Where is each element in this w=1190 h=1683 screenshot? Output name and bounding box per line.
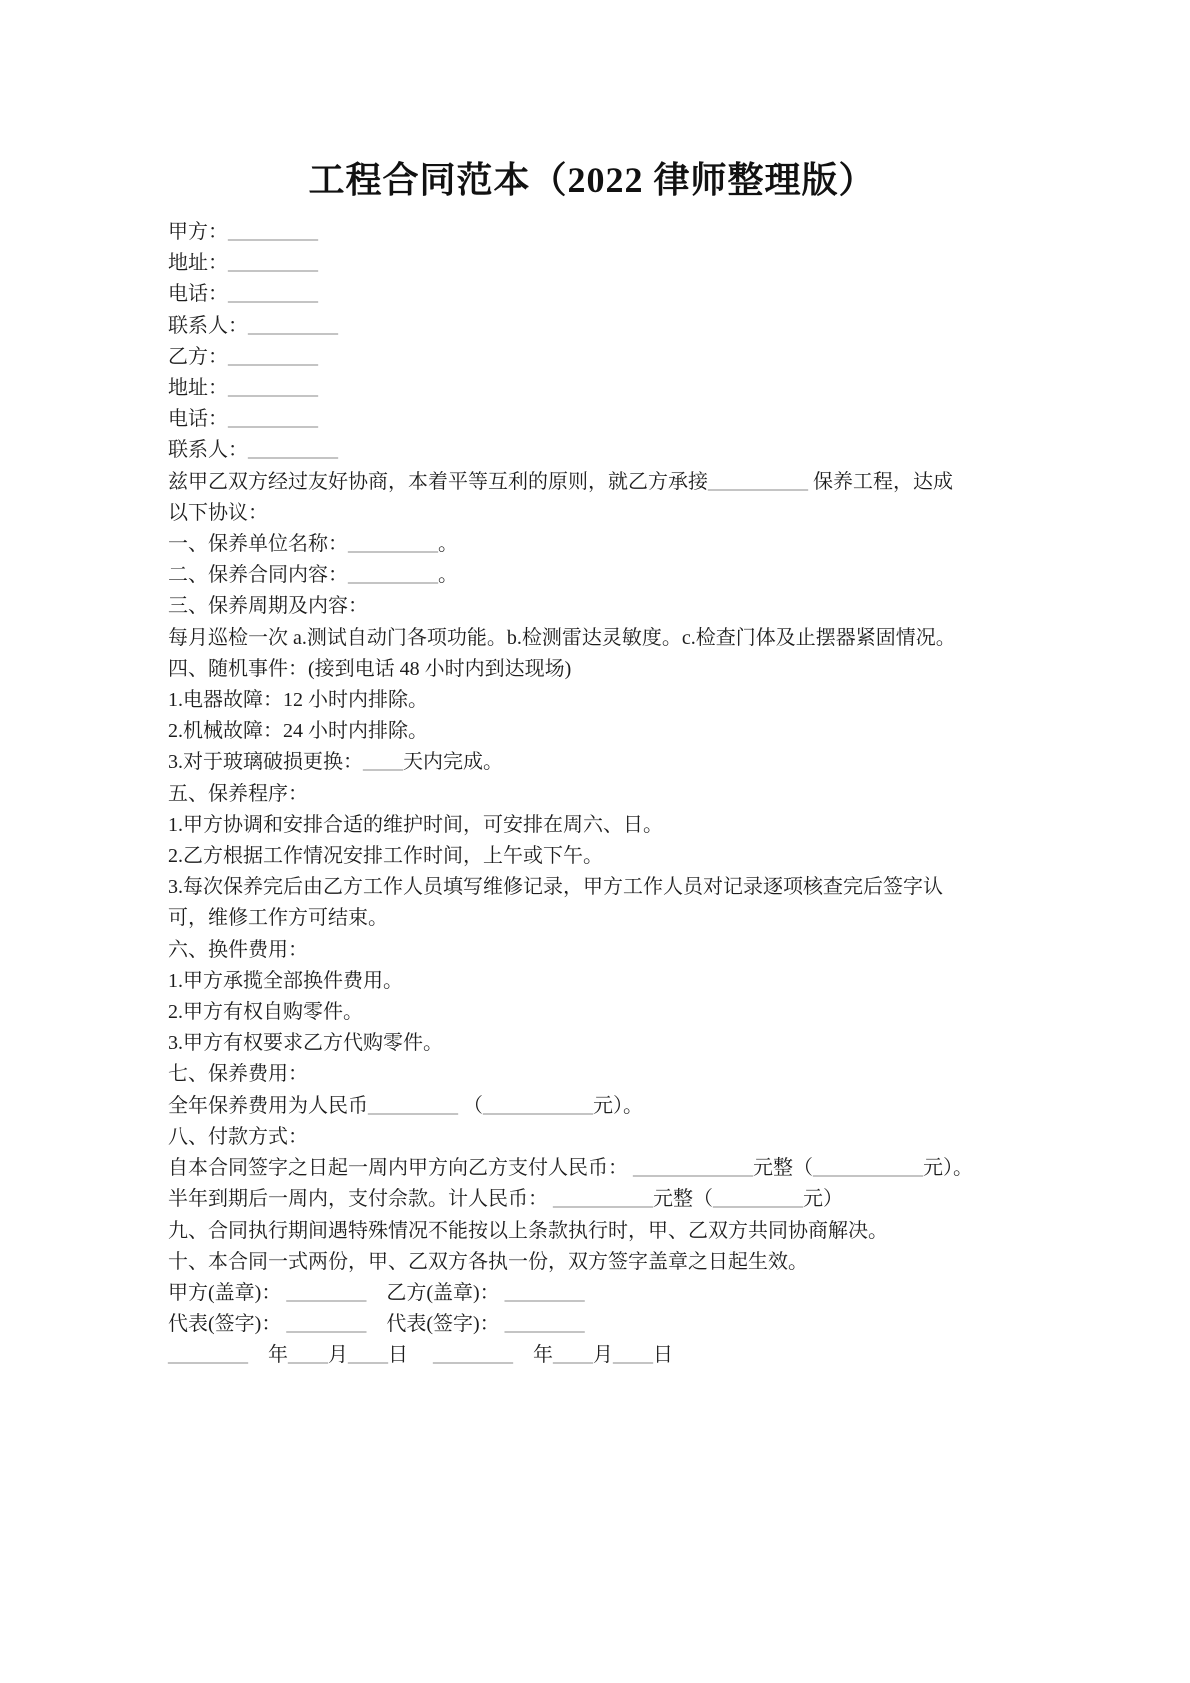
blank-underline: _________ — [228, 408, 318, 431]
clause-9: 九、合同执行期间遇特殊情况不能按以上条款执行时，甲、乙双方共同协商解决。 — [168, 1219, 888, 1242]
blank-underline: _________ — [228, 377, 318, 400]
blank-underline: _________ — [228, 345, 318, 368]
signature-seal-line: 甲方(盖章)： ________ 乙方(盖章)： ________ — [168, 1281, 585, 1304]
blank-underline: ____________ — [633, 1157, 753, 1180]
clause-10: 十、本合同一式两份，甲、乙双方各执一份，双方签字盖章之日起生效。 — [168, 1250, 808, 1273]
clause-5-heading: 五、保养程序： — [168, 782, 308, 805]
clause-3-content: 每月巡检一次 a.测试自动门各项功能。b.检测雷达灵敏度。c.检查门体及止摆器紧固情况。 — [168, 626, 956, 649]
blank-underline: _________ — [348, 533, 438, 556]
blank-underline: ________ — [504, 1281, 585, 1304]
blank-underline: _________ — [228, 283, 318, 306]
clause-7-heading: 七、保养费用： — [168, 1063, 308, 1086]
field-party-b-phone: 电话：_________ — [168, 408, 318, 431]
blank-underline: _________ — [713, 1188, 803, 1211]
field-party-b: 乙方：_________ — [168, 345, 318, 368]
blank-underline: _________ — [248, 314, 338, 337]
clause-7-content: 全年保养费用为人民币_________ （___________元）。 — [168, 1094, 643, 1117]
blank-underline: _________ — [228, 221, 318, 243]
clause-5-item-3-line-1: 3.每次保养完后由乙方工作人员填写维修记录，甲方工作人员对记录逐项核查完后签字认 — [168, 876, 943, 899]
clause-2-contract-content: 二、保养合同内容：_________。 — [168, 564, 458, 587]
preamble-line-2: 以下协议： — [168, 501, 268, 524]
blank-underline: ____ — [348, 1344, 388, 1367]
document-body — [168, 217, 1048, 1372]
clause-8-heading: 八、付款方式： — [168, 1125, 308, 1148]
field-party-b-address: 地址：_________ — [168, 377, 318, 400]
clause-1-unit-name: 一、保养单位名称：_________。 — [168, 533, 458, 556]
blank-underline: ________ — [504, 1313, 585, 1336]
clause-6-heading: 六、换件费用： — [168, 938, 308, 961]
field-party-a-contact: 联系人：_________ — [168, 314, 338, 337]
clause-4-item-2: 2.机械故障：24 小时内排除。 — [168, 720, 428, 743]
blank-underline: ________ — [286, 1281, 367, 1304]
blank-underline: ___________ — [483, 1094, 593, 1117]
blank-underline: ___________ — [813, 1157, 923, 1180]
blank-underline: _________ — [228, 252, 318, 275]
blank-underline: __________ — [708, 470, 808, 493]
blank-underline: __________ — [553, 1188, 653, 1211]
clause-6-item-1: 1.甲方承揽全部换件费用。 — [168, 969, 403, 992]
blank-underline: ________ — [168, 1344, 248, 1367]
clause-6-item-3: 3.甲方有权要求乙方代购零件。 — [168, 1032, 443, 1055]
signature-representative-line: 代表(签字)： ________ 代表(签字)： ________ — [168, 1313, 585, 1336]
clause-8-item-1: 自本合同签字之日起一周内甲方向乙方支付人民币： ____________元整（___________元）。 — [168, 1157, 973, 1180]
field-party-a: 甲方：_________ — [168, 221, 318, 243]
preamble-line-1: 兹甲乙双方经过友好协商，本着平等互利的原则，就乙方承接__________ 保养工程，达成 — [168, 470, 953, 493]
blank-underline: ____ — [553, 1344, 593, 1367]
blank-underline: _________ — [248, 439, 338, 462]
document-title: 工程合同范本（2022 律师整理版） — [308, 160, 876, 200]
blank-underline: ____ — [363, 751, 403, 774]
clause-3-heading: 三、保养周期及内容： — [168, 595, 368, 618]
blank-underline: ________ — [433, 1344, 513, 1367]
blank-underline: _________ — [368, 1094, 458, 1117]
signature-date-line: ________ 年____月____日 ________ 年____月____日 — [168, 1344, 673, 1367]
field-party-a-address: 地址：_________ — [168, 252, 318, 275]
clause-5-item-1: 1.甲方协调和安排合适的维护时间，可安排在周六、日。 — [168, 813, 663, 836]
blank-underline: ________ — [286, 1313, 367, 1336]
field-party-b-contact: 联系人：_________ — [168, 439, 338, 462]
clause-5-item-3-line-2: 可，维修工作方可结束。 — [168, 907, 388, 930]
blank-underline: ____ — [288, 1344, 328, 1367]
clause-5-item-2: 2.乙方根据工作情况安排工作时间，上午或下午。 — [168, 845, 603, 868]
field-party-a-phone: 电话：_________ — [168, 283, 318, 306]
clause-4-item-3: 3.对于玻璃破损更换：____天内完成。 — [168, 751, 503, 774]
clause-4-item-1: 1.电器故障：12 小时内排除。 — [168, 689, 428, 712]
blank-underline: ____ — [613, 1344, 653, 1367]
clause-8-item-2: 半年到期后一周内，支付佘款。计人民币： __________元整（_________元） — [168, 1188, 843, 1211]
blank-underline: _________ — [348, 564, 438, 587]
clause-6-item-2: 2.甲方有权自购零件。 — [168, 1001, 363, 1024]
clause-4-heading: 四、随机事件：(接到电话 48 小时内到达现场) — [168, 657, 572, 680]
